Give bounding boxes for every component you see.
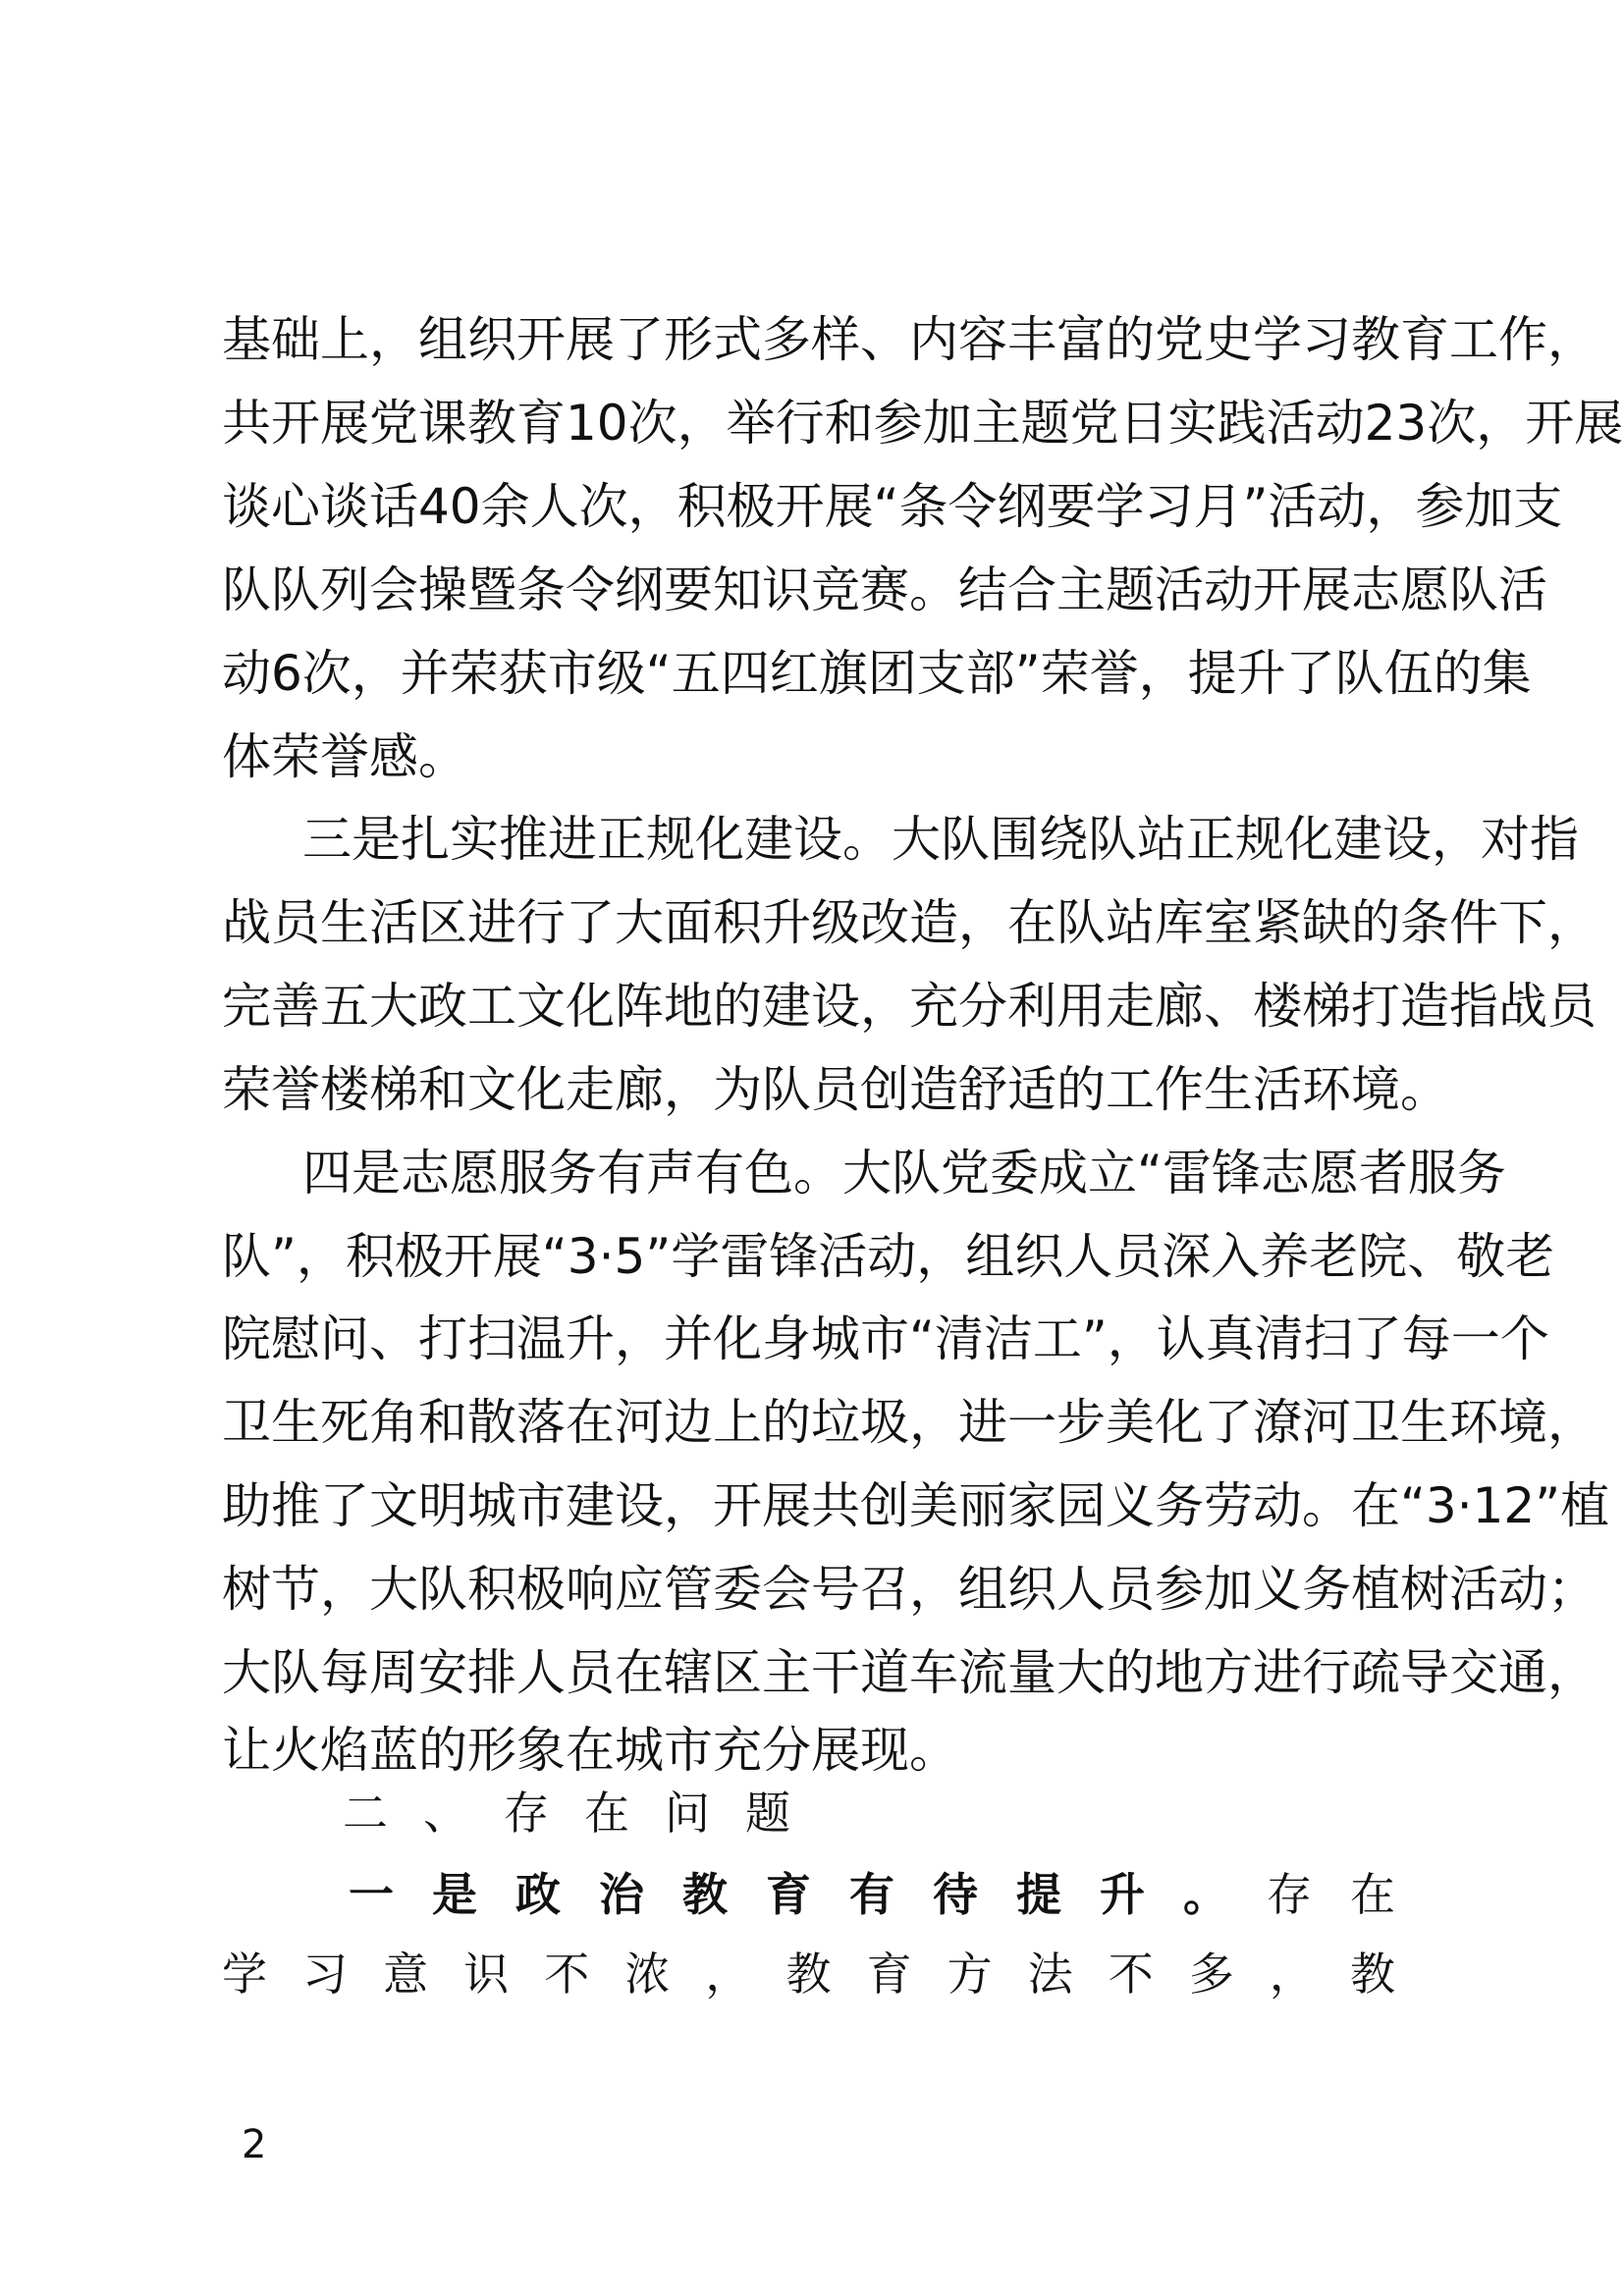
text-line: 助推了文明城市建设，开展共创美丽家园义务劳动。在“3·12”植: [222, 1477, 1610, 1534]
page-number: 2: [242, 2122, 267, 2167]
sub-heading-char: 有: [849, 1868, 894, 1921]
text-line: 三是扎实推进正规化建设。大队围绕队站正规化建设，对指: [302, 811, 1579, 868]
text-line: 院慰问、打扫温升，并化身城市“清洁工”，认真清扫了每一个: [222, 1310, 1549, 1367]
sub-heading-char: 待: [933, 1868, 978, 1921]
text-line: 动6次，并荣获市级“五四红旗团支部”荣誉，提升了队伍的集: [222, 645, 1532, 702]
sub-heading-char: 是: [432, 1868, 477, 1921]
text-line: 学习意识不浓，教育方法不多，教: [222, 1948, 1395, 2001]
text-line: 谈心谈话40余人次，积极开展“条令纲要学习月”活动，参加支: [222, 478, 1563, 535]
text-line: 基础上，组织开展了形式多样、内容丰富的党史学习教育工作，: [222, 311, 1597, 368]
sub-heading-char: 教: [682, 1868, 728, 1921]
text-line: 卫生死角和散落在河边上的垃圾，进一步美化了潦河卫生环境，: [222, 1394, 1597, 1451]
text-line: 四是志愿服务有声有色。大队党委成立“雷锋志愿者服务: [302, 1145, 1506, 1201]
text-line: 大队每周安排人员在辖区主干道车流量大的地方进行疏导交通，: [222, 1644, 1597, 1701]
sub-heading-char: 治: [599, 1868, 644, 1921]
text-line: 树节，大队积极响应管委会号召，组织人员参加义务植树活动；: [222, 1561, 1597, 1618]
text-line: 荣誉楼梯和文化走廊，为队员创造舒适的工作生活环境。: [222, 1061, 1449, 1118]
sub-heading-char: 政: [515, 1868, 561, 1921]
sub-heading-char: 提: [1016, 1868, 1061, 1921]
text-line: 战员生活区进行了大面积升级改造，在队站库室紧缺的条件下，: [222, 894, 1597, 951]
text-line: 让火焰蓝的形象在城市充分展现。: [222, 1722, 958, 1779]
section-heading: 二、存在问题: [343, 1787, 790, 1840]
sub-heading-char: 存: [1267, 1868, 1312, 1921]
sub-heading-char: 升: [1100, 1868, 1145, 1921]
text-line: 共开展党课教育10次，举行和参加主题党日实践活动23次，开展: [222, 395, 1624, 452]
sub-heading-char: 育: [766, 1868, 811, 1921]
text-line: 完善五大政工文化阵地的建设，充分利用走廊、楼梯打造指战员: [222, 978, 1597, 1035]
sub-heading: [349, 1860, 1395, 1929]
text-line: 体荣誉感。: [222, 728, 467, 785]
sub-heading-char: 一: [349, 1868, 394, 1921]
sub-heading-char: 。: [1183, 1868, 1228, 1921]
text-line: 队”，积极开展“3·5”学雷锋活动，组织人员深入养老院、敬老: [222, 1228, 1555, 1285]
text-line: 队队列会操暨条令纲要知识竞赛。结合主题活动开展志愿队活: [222, 561, 1547, 618]
sub-heading-char: 在: [1350, 1868, 1395, 1921]
